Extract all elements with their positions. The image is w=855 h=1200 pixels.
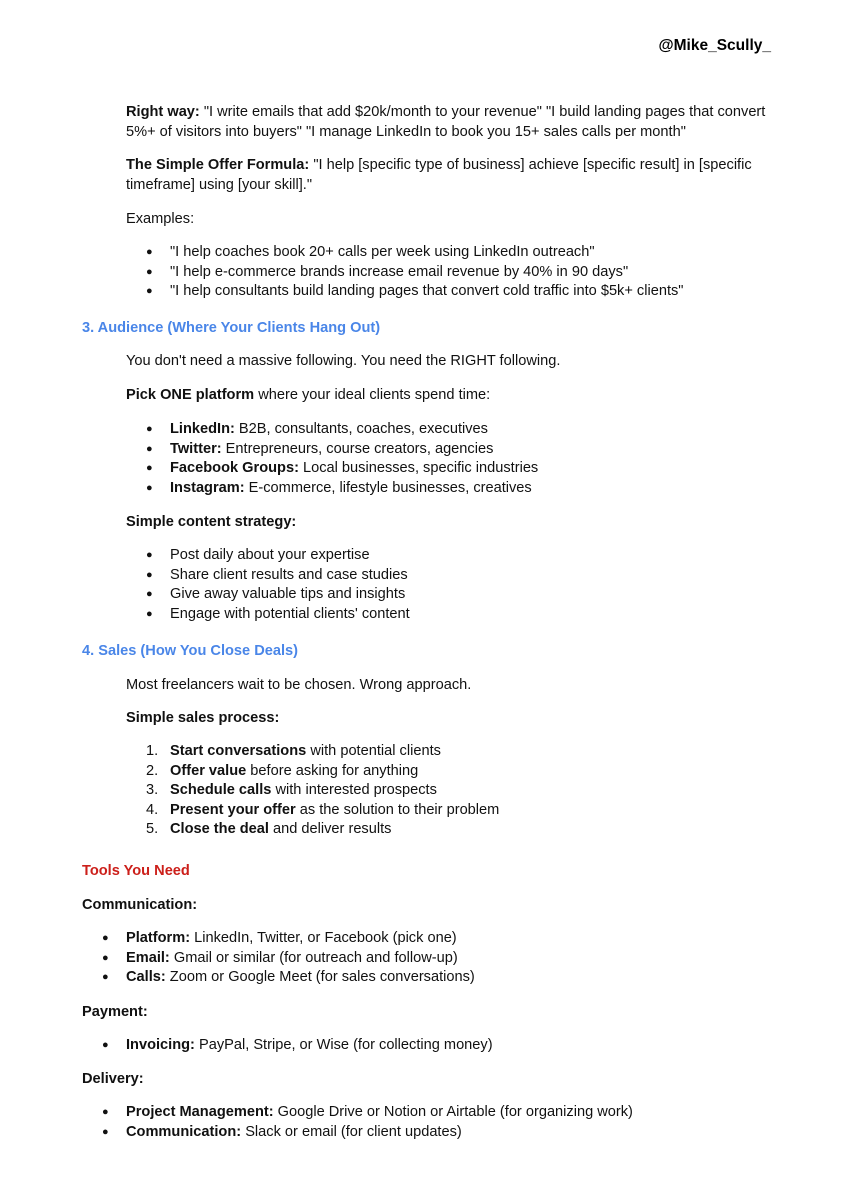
step-text: with interested prospects	[271, 782, 437, 799]
section-heading-sales: 4. Sales (How You Close Deals)	[82, 643, 299, 659]
step-bold: Present your offer	[170, 801, 296, 818]
offer-formula-label: The Simple Offer Formula:	[126, 157, 310, 173]
list-item	[102, 929, 475, 949]
step-bold: Close the deal	[170, 821, 269, 838]
communication-list	[102, 929, 475, 988]
delivery-label: Delivery:	[82, 1071, 144, 1087]
section-heading-audience: 3. Audience (Where Your Clients Hang Out)	[82, 320, 381, 336]
examples-label: Examples:	[126, 211, 195, 227]
list-item	[146, 440, 538, 460]
list-item: ● Engage with potential clients' content	[146, 605, 410, 625]
offer-formula-text: "I help [specific type of business] achieve [specific result] in [specific timeframe] using [your skill]."	[126, 157, 752, 193]
sales-intro: Most freelancers wait to be chosen. Wrong approach.	[126, 677, 472, 693]
tool-desc: Slack or email (for client updates)	[241, 1123, 462, 1140]
platform-desc: B2B, consultants, coaches, executives	[234, 421, 488, 437]
step-bold: Start conversations	[170, 743, 307, 759]
list-item: ● Give away valuable tips and insights	[146, 585, 410, 605]
step-number: 1.	[146, 743, 159, 759]
list-item: ● "I help consultants build landing pages that convert cold traffic into $5k+ clients"	[146, 282, 683, 302]
platform-name: Twitter:	[170, 440, 222, 457]
list-item	[146, 762, 499, 782]
step-bold: Schedule calls	[170, 782, 272, 799]
tool-name: Calls:	[126, 969, 166, 986]
right-way-paragraph	[126, 103, 786, 142]
list-item	[102, 1103, 633, 1123]
list-item	[102, 1123, 633, 1143]
platform-name: LinkedIn:	[170, 421, 235, 437]
step-text: with potential clients	[306, 743, 441, 759]
list-item: ● Post daily about your expertise	[146, 546, 410, 566]
step-number: 4.	[146, 801, 159, 818]
list-item	[102, 949, 475, 969]
payment-label: Payment:	[82, 1004, 148, 1020]
communication-label: Communication:	[82, 897, 198, 913]
list-item	[146, 801, 499, 821]
tool-name: Project Management:	[126, 1104, 274, 1120]
tool-desc: Google Drive or Notion or Airtable (for organizing work)	[273, 1104, 633, 1120]
tool-desc: PayPal, Stripe, or Wise (for collecting money)	[194, 1037, 493, 1053]
platform-desc: Local businesses, specific industries	[298, 460, 539, 477]
step-number: 3.	[146, 782, 159, 799]
list-item: ● "I help coaches book 20+ calls per week using LinkedIn outreach"	[146, 243, 683, 263]
sales-steps-list	[146, 742, 499, 840]
list-item	[146, 820, 499, 840]
strategy-list	[146, 546, 410, 624]
tool-desc: Gmail or similar (for outreach and follow-up)	[169, 949, 458, 966]
section-heading-tools: Tools You Need	[82, 863, 190, 879]
tool-desc: LinkedIn, Twitter, or Facebook (pick one)	[190, 930, 457, 946]
author-handle: @Mike_Scully_	[658, 37, 771, 54]
platform-name: Facebook Groups:	[170, 460, 299, 477]
list-item	[146, 742, 499, 762]
step-number: 5.	[146, 821, 159, 838]
offer-formula-paragraph	[126, 156, 786, 195]
pick-platform-text: where your ideal clients spend time:	[254, 387, 491, 403]
payment-list	[102, 1036, 493, 1056]
list-item	[102, 968, 475, 988]
list-item: ● "I help e-commerce brands increase email revenue by 40% in 90 days"	[146, 263, 683, 283]
right-way-label: Right way:	[126, 104, 200, 120]
platforms-list	[146, 420, 538, 498]
step-bold: Offer value	[170, 762, 247, 779]
step-text: and deliver results	[268, 821, 392, 838]
list-item	[146, 479, 538, 499]
pick-platform-paragraph	[126, 386, 786, 406]
list-item	[146, 781, 499, 801]
platform-name: Instagram:	[170, 479, 245, 496]
tool-name: Communication:	[126, 1123, 242, 1140]
platform-desc: E-commerce, lifestyle businesses, creatives	[244, 479, 532, 496]
list-item	[102, 1036, 493, 1056]
list-item: ● Share client results and case studies	[146, 566, 410, 586]
audience-intro: You don't need a massive following. You need the RIGHT following.	[126, 353, 561, 369]
tool-desc: Zoom or Google Meet (for sales conversations)	[165, 969, 475, 986]
delivery-list	[102, 1103, 633, 1142]
tool-name: Invoicing:	[126, 1037, 195, 1053]
platform-desc: Entrepreneurs, course creators, agencies	[221, 440, 494, 457]
list-item	[146, 459, 538, 479]
step-text: before asking for anything	[246, 762, 419, 779]
step-text: as the solution to their problem	[295, 801, 500, 818]
examples-list	[146, 243, 683, 302]
strategy-label: Simple content strategy:	[126, 514, 297, 530]
process-label: Simple sales process:	[126, 710, 280, 726]
tool-name: Platform:	[126, 930, 191, 946]
pick-platform-bold: Pick ONE platform	[126, 387, 255, 403]
step-number: 2.	[146, 762, 159, 779]
list-item	[146, 420, 538, 440]
tool-name: Email:	[126, 949, 170, 966]
right-way-text: "I write emails that add $20k/month to your revenue" "I build landing pages that convert 5%+ of visitors into buyers" "I manage LinkedIn to book you 15+ sales calls per month"	[126, 104, 766, 140]
